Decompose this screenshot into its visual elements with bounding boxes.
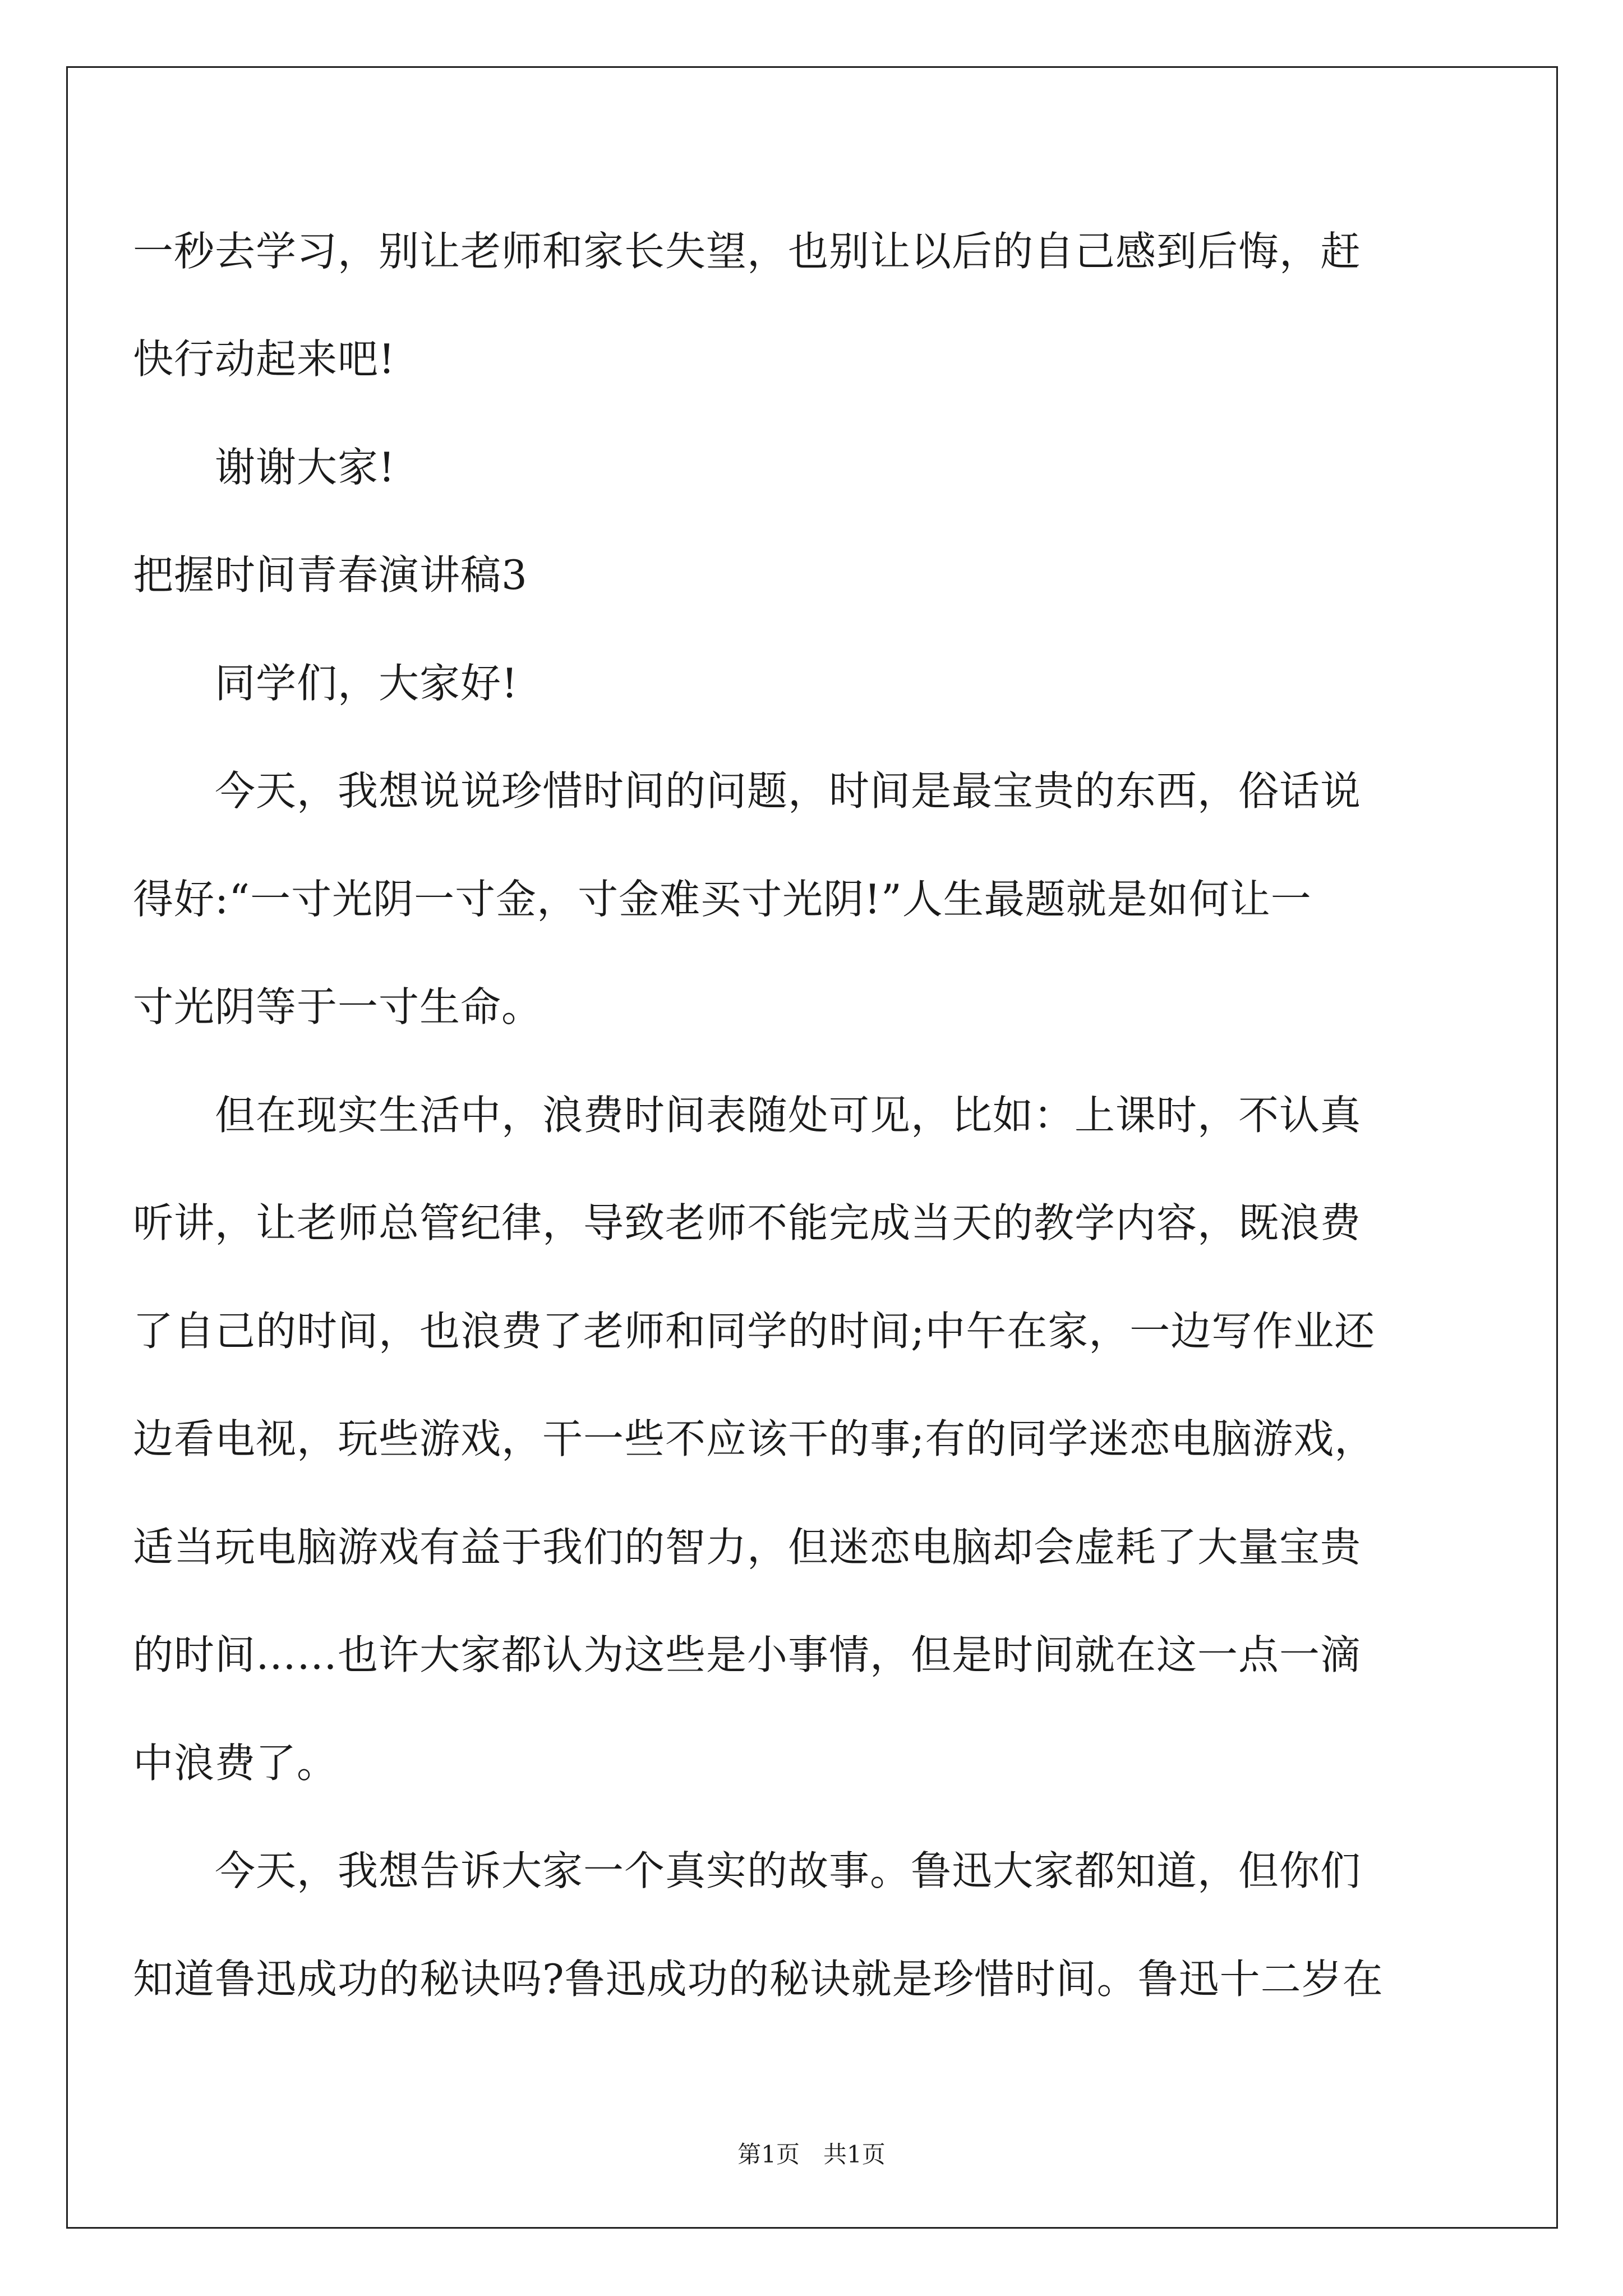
- text-line-1: 一秒去学习，别让老师和家长失望，也别让以后的自己感到后悔，赶: [133, 228, 1362, 275]
- text-line-8: 寸光阴等于一寸生命。: [133, 983, 543, 1030]
- section-heading: 把握时间青春演讲稿3: [133, 551, 528, 599]
- text-line-12: 边看电视，玩些游戏，干一些不应该干的事;有的同学迷恋电脑游戏，: [133, 1415, 1376, 1462]
- text-line-6: 今天，我想说说珍惜时间的问题，时间是最宝贵的东西，俗话说: [133, 767, 1362, 815]
- text-line-17: 知道鲁迅成功的秘诀吗?鲁迅成功的秘诀就是珍惜时间。鲁迅十二岁在: [133, 1955, 1384, 2003]
- text-line-15: 中浪费了。: [133, 1740, 338, 1787]
- text-line-2: 快行动起来吧!: [133, 335, 395, 383]
- page-footer: 第1页 共1页: [737, 2141, 886, 2168]
- text-line-10: 听讲，让老师总管纪律，导致老师不能完成当天的教学内容，既浪费: [133, 1199, 1362, 1246]
- text-line-14: 的时间……也许大家都认为这些是小事情，但是时间就在这一点一滴: [133, 1631, 1362, 1678]
- text-line-11: 了自己的时间，也浪费了老师和同学的时间;中午在家，一边写作业还: [133, 1308, 1376, 1355]
- text-line-9: 但在现实生活中，浪费时间表随处可见，比如：上课时，不认真: [133, 1092, 1362, 1139]
- text-line-3: 谢谢大家!: [133, 444, 395, 491]
- text-line-7: 得好:“一寸光阴一寸金，寸金难买寸光阴!”人生最题就是如何让一: [133, 876, 1312, 923]
- page-border: [66, 66, 1558, 2229]
- text-line-5: 同学们，大家好!: [133, 660, 518, 707]
- text-line-13: 适当玩电脑游戏有益于我们的智力，但迷恋电脑却会虚耗了大量宝贵: [133, 1524, 1362, 1571]
- text-line-16: 今天，我想告诉大家一个真实的故事。鲁迅大家都知道，但你们: [133, 1847, 1362, 1894]
